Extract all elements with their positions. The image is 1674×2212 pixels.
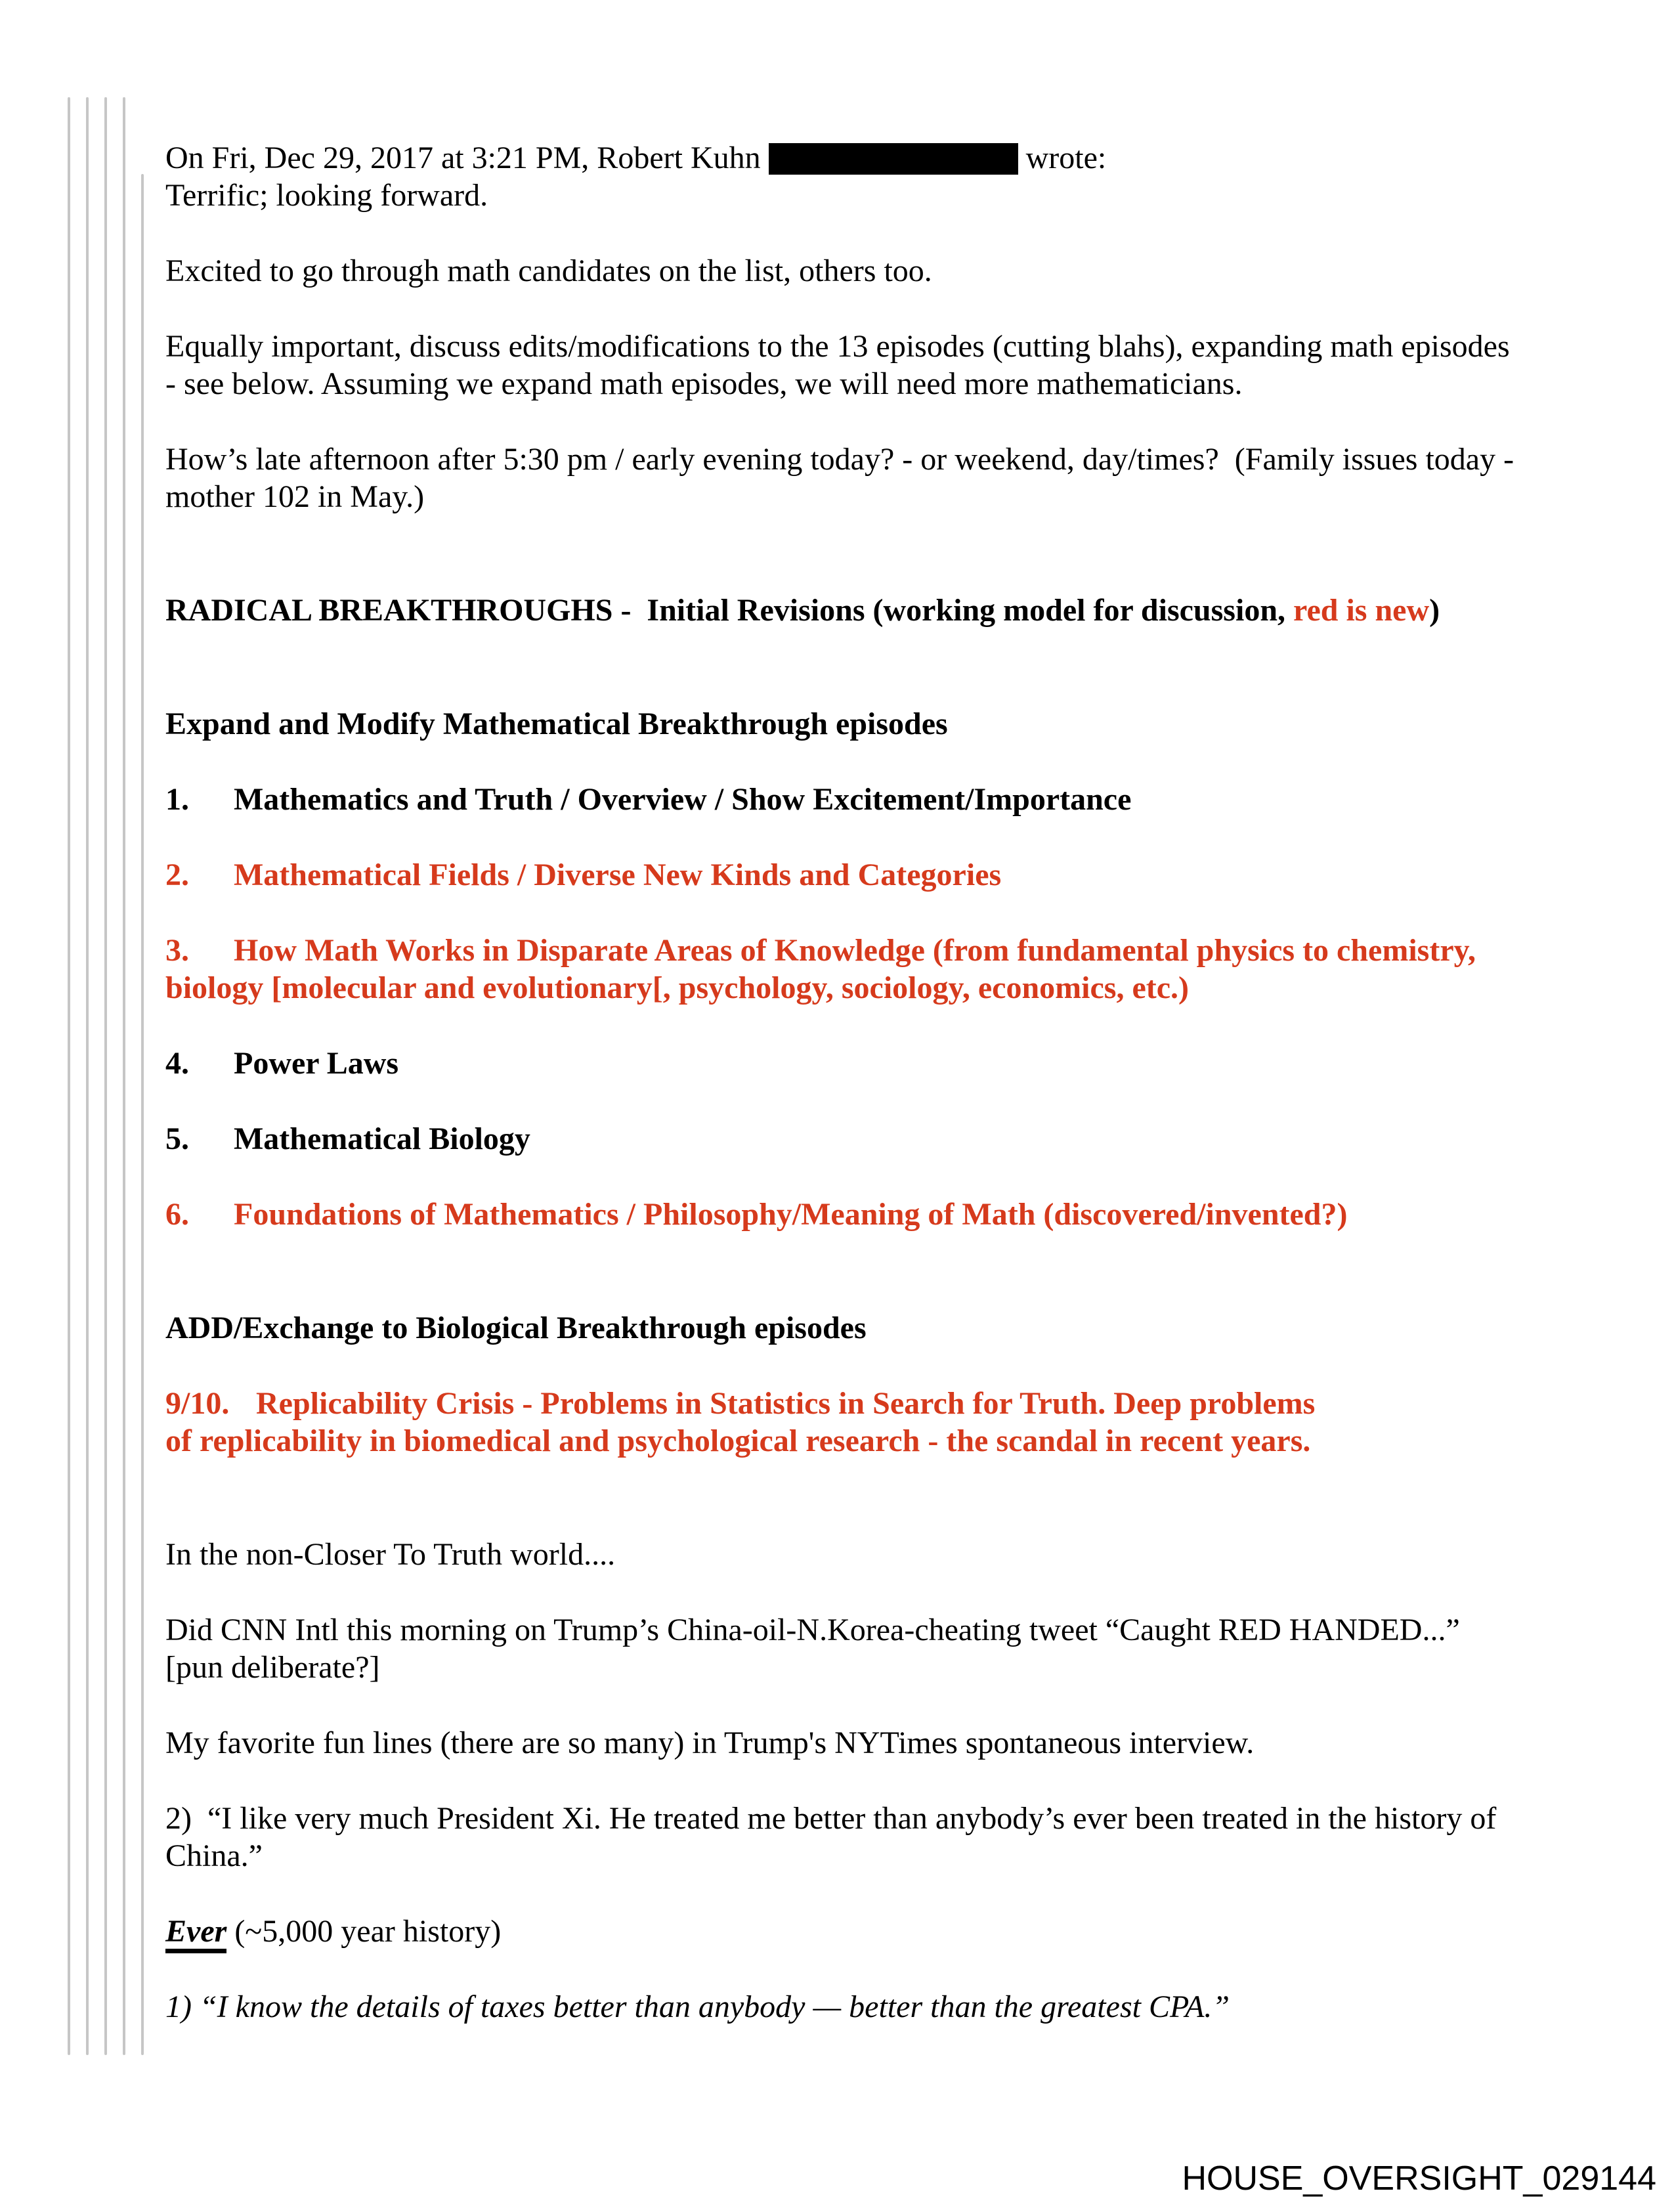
email-header-line (165, 139, 1534, 177)
item-910-line-2: of replicability in biomedical and psychological research - the scandal in recent years. (165, 1423, 1311, 1458)
ever-paragraph (165, 1913, 1534, 1950)
item-6-text: Foundations of Mathematics / Philosophy/Meaning of Math (discovered/invented?) (234, 1197, 1348, 1232)
scheduling-paragraph (165, 441, 1534, 515)
taxes-quote-paragraph: 1) “I know the details of taxes better than anybody — better than the greatest CPA.” (165, 1989, 1230, 2024)
header-prefix: On Fri, Dec 29, 2017 at 3:21 PM, Robert Kuhn (165, 141, 769, 175)
item-910-number: 9/10. (165, 1386, 230, 1421)
outline-item-6 (165, 1196, 1534, 1233)
radical-breakthroughs-heading (165, 592, 1534, 629)
radical-heading-black: RADICAL BREAKTHROUGHS - Initial Revisions (working model for discussion, (165, 593, 1294, 628)
ever-emphasis: Ever (165, 1914, 226, 1953)
cnn-paragraph (165, 1611, 1534, 1686)
quote-bar-4 (123, 97, 125, 2055)
cnn-line-2: [pun deliberate?] (165, 1650, 380, 1685)
item-3-number: 3. (165, 933, 189, 968)
item-2-number: 2. (165, 857, 189, 892)
item-4-text: Power Laws (234, 1046, 399, 1081)
item-3-line-2: biology [molecular and evolutionary[, psychology, sociology, economics, etc.) (165, 970, 1190, 1005)
expand-section-heading: Expand and Modify Mathematical Breakthrough episodes (165, 706, 948, 741)
item-2-text: Mathematical Fields / Diverse New Kinds and Categories (234, 857, 1002, 892)
greeting-paragraph: Terrific; looking forward. (165, 178, 488, 213)
favorite-lines-paragraph: My favorite fun lines (there are so many) in Trump's NYTimes spontaneous interview. (165, 1725, 1255, 1760)
item-1-number: 1. (165, 782, 189, 817)
equally-paragraph (165, 328, 1534, 402)
cnn-line-1: Did CNN Intl this morning on Trump’s China-oil-N.Korea-cheating tweet “Caught RED HANDED...” (165, 1613, 1460, 1647)
equally-line-2: - see below. Assuming we expand math episodes, we will need more mathematicians. (165, 366, 1243, 401)
xi-quote-line-2: China.” (165, 1838, 263, 1873)
item-4-number: 4. (165, 1046, 189, 1081)
radical-heading-red: red is new (1293, 593, 1430, 628)
bates-stamp: HOUSE_OVERSIGHT_029144 (1182, 2159, 1656, 2198)
xi-quote-line-1: 2) “I like very much President Xi. He treated me better than anybody’s ever been treated in the history of (165, 1801, 1497, 1836)
item-910-line-1: Replicability Crisis - Problems in Statistics in Search for Truth. Deep problems (256, 1386, 1316, 1421)
scheduling-line-2: mother 102 in May.) (165, 479, 425, 514)
outline-item-910 (165, 1385, 1534, 1460)
outline-item-2 (165, 856, 1534, 894)
add-section-heading: ADD/Exchange to Biological Breakthrough episodes (165, 1311, 867, 1345)
item-5-number: 5. (165, 1121, 189, 1156)
redaction-box (769, 143, 1018, 175)
quote-bar-3 (104, 97, 107, 2055)
excited-paragraph: Excited to go through math candidates on the list, others too. (165, 253, 932, 288)
radical-heading-close: ) (1429, 593, 1440, 628)
ever-rest: (~5,000 year history) (226, 1914, 502, 1949)
outline-item-5 (165, 1120, 1534, 1158)
item-1-text: Mathematics and Truth / Overview / Show Excitement/Importance (234, 782, 1132, 817)
header-suffix: wrote: (1018, 141, 1107, 175)
scheduling-line-1: How’s late afternoon after 5:30 pm / early evening today? - or weekend, day/times? (Family issues today - (165, 442, 1514, 477)
email-body (165, 139, 1534, 2064)
item-3-line-1: How Math Works in Disparate Areas of Knowledge (from fundamental physics to chemistry, (234, 933, 1476, 968)
quote-bar-1 (68, 97, 70, 2055)
equally-line-1: Equally important, discuss edits/modifications to the 13 episodes (cutting blahs), expanding math episodes (165, 329, 1510, 364)
item-5-text: Mathematical Biology (234, 1121, 530, 1156)
xi-quote-paragraph (165, 1800, 1534, 1875)
item-6-number: 6. (165, 1197, 189, 1232)
outline-item-1 (165, 781, 1534, 818)
quote-bar-5 (141, 174, 144, 2055)
quote-bar-2 (86, 97, 89, 2055)
outline-item-4 (165, 1045, 1534, 1082)
outline-item-3 (165, 932, 1534, 1007)
noncloser-paragraph: In the non-Closer To Truth world.... (165, 1537, 616, 1572)
